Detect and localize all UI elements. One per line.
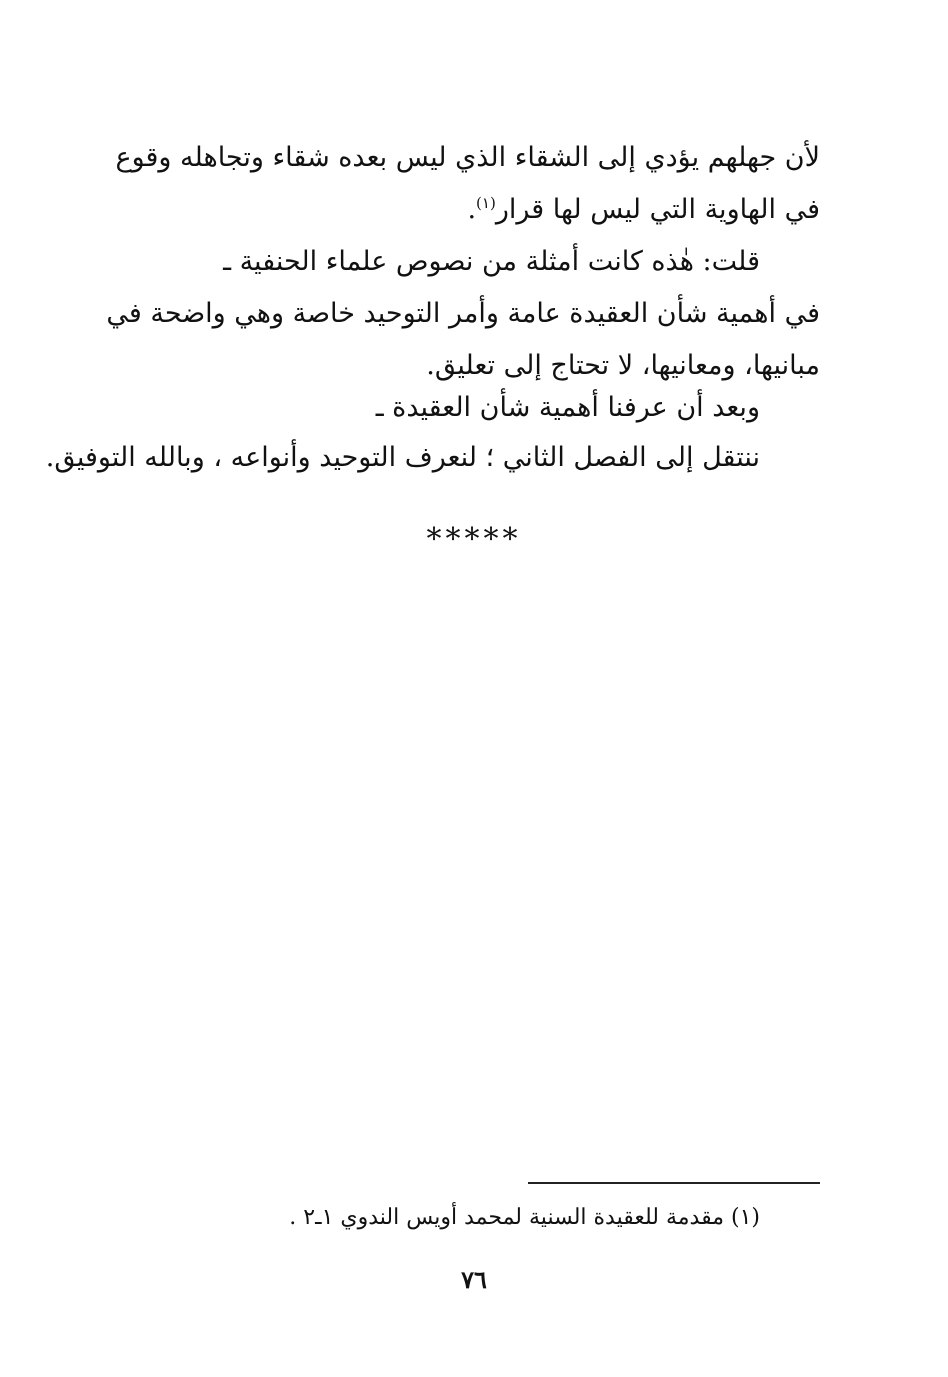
page-number: ٧٦	[461, 1265, 487, 1294]
text-line-2-body: في الهاوية التي ليس لها قرار	[495, 194, 820, 225]
text-line-4: في أهمية شأن العقيدة عامة وأمر التوحيد خاصة وهي واضحة في	[106, 298, 820, 329]
text-line-6: وبعد أن عرفنا أهمية شأن العقيدة ـ	[375, 392, 760, 423]
footnote-divider	[528, 1182, 820, 1184]
text-line-2	[120, 184, 820, 236]
footnote: (١) مقدمة للعقيدة السنية لمحمد أويس الندوي ١ـ٢ .	[289, 1205, 760, 1230]
text-line-7: ننتقل إلى الفصل الثاني ؛ لنعرف التوحيد وأنواعه ، وبالله التوفيق.	[45, 442, 760, 473]
text-line-1: لأن جهلهم يؤدي إلى الشقاء الذي ليس بعده شقاء وتجاهله وقوع	[115, 142, 820, 173]
footnote-marker: (١)	[476, 194, 496, 212]
section-separator: *****	[426, 522, 522, 557]
text-line-3: قلت: هٰذه كانت أمثلة من نصوص علماء الحنفية ـ	[223, 246, 760, 277]
text-line-5: مبانيها، ومعانيها، لا تحتاج إلى تعليق.	[426, 350, 820, 381]
text-line-2-end: .	[467, 194, 477, 225]
